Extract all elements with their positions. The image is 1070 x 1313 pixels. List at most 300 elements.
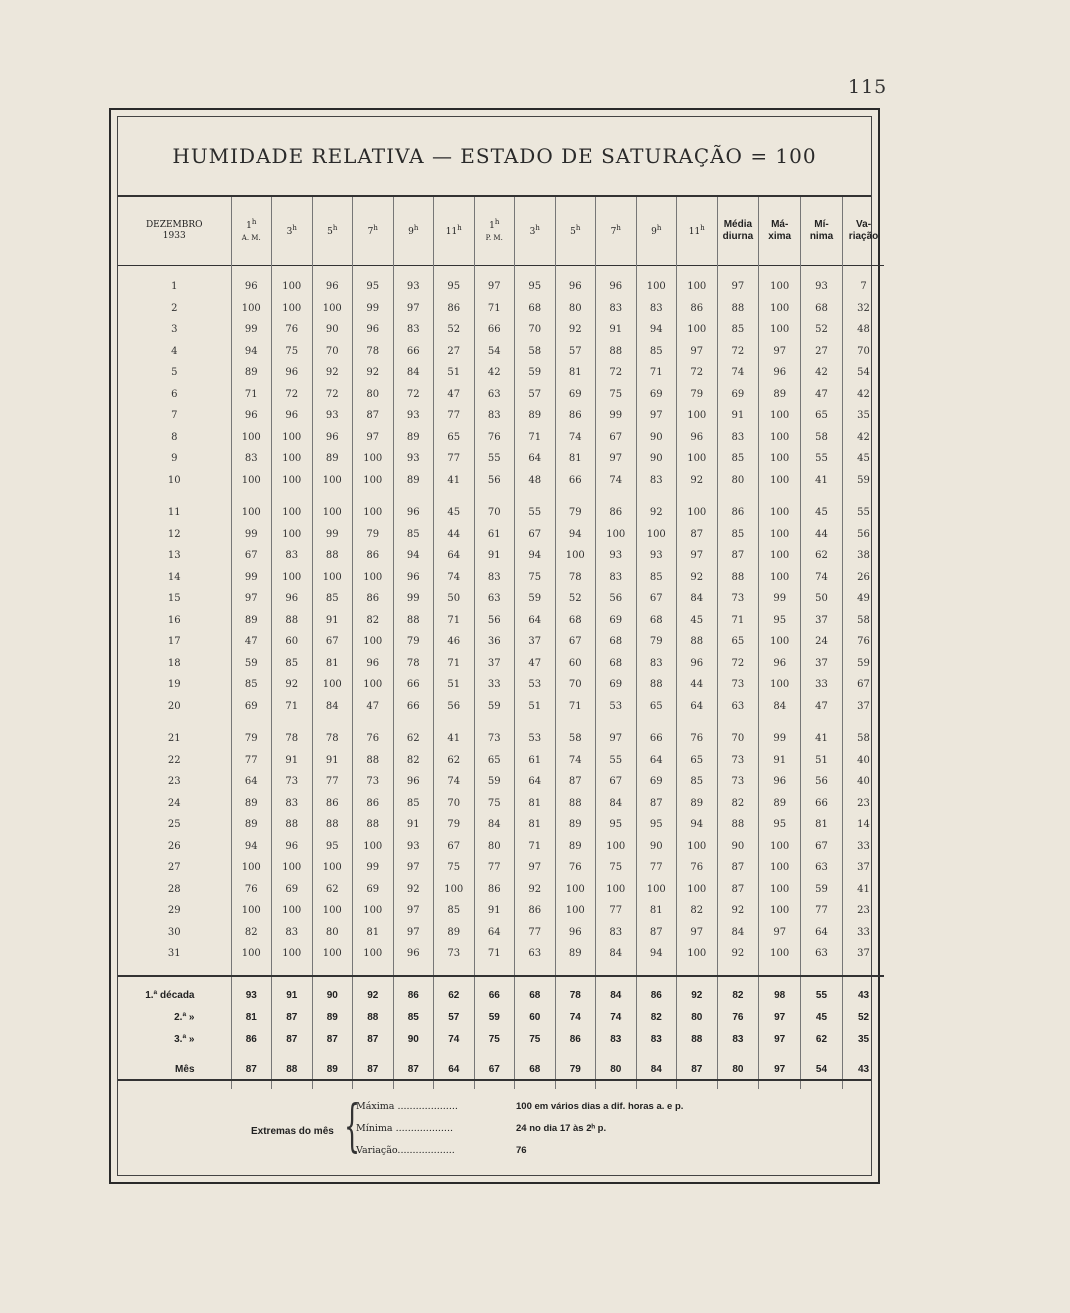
summary-value: 52: [842, 1007, 884, 1029]
humidity-value: 23: [842, 900, 884, 922]
humidity-value: 96: [677, 427, 718, 449]
humidity-value: 64: [515, 448, 556, 470]
humidity-value: 37: [515, 631, 556, 653]
humidity-value: 81: [555, 448, 596, 470]
day-number: 6: [171, 388, 178, 400]
humidity-value: 83: [272, 793, 313, 815]
humidity-value: 86: [717, 491, 759, 524]
humidity-value: 56: [474, 610, 515, 632]
humidity-value: 72: [717, 341, 759, 363]
humidity-value: 53: [515, 717, 556, 750]
brace-icon: {: [344, 1094, 361, 1159]
humidity-value: 42: [801, 362, 843, 384]
stat-header: [759, 197, 801, 266]
humidity-value: 68: [596, 653, 637, 675]
summary-value: 87: [312, 1029, 353, 1051]
humidity-value: 96: [393, 567, 434, 589]
humidity-value: 93: [636, 545, 677, 567]
summary-value: 55: [801, 976, 843, 1007]
humidity-value: 92: [312, 362, 353, 384]
humidity-value: 73: [434, 943, 475, 976]
day-number: 16: [167, 614, 181, 626]
humidity-value: 100: [272, 491, 313, 524]
humidity-value: 100: [353, 491, 394, 524]
humidity-value: 100: [555, 879, 596, 901]
humidity-value: 84: [596, 943, 637, 976]
summary-value: 89: [312, 1051, 353, 1089]
table-row: [118, 793, 884, 815]
table-inner-frame: [117, 116, 879, 1176]
humidity-value: 41: [801, 717, 843, 750]
humidity-value: 81: [353, 922, 394, 944]
day-number: 12: [167, 528, 181, 540]
table-row: [118, 567, 884, 589]
humidity-value: 92: [717, 900, 759, 922]
humidity-value: 79: [555, 491, 596, 524]
day-number: 5: [171, 367, 178, 379]
humidity-value: 90: [717, 836, 759, 858]
humidity-value: 95: [434, 266, 475, 298]
table-row: [118, 922, 884, 944]
humidity-value: 41: [842, 879, 884, 901]
humidity-value: 56: [801, 771, 843, 793]
summary-value: 88: [272, 1051, 313, 1089]
humidity-value: 100: [759, 491, 801, 524]
summary-row: [118, 1007, 884, 1029]
humidity-value: 74: [555, 750, 596, 772]
month-label: DEZEMBRO: [145, 219, 203, 230]
humidity-value: 93: [596, 545, 637, 567]
humidity-value: 78: [272, 717, 313, 750]
humidity-value: 52: [801, 319, 843, 341]
humidity-value: 59: [801, 879, 843, 901]
humidity-value: 62: [801, 545, 843, 567]
humidity-value: 97: [717, 266, 759, 298]
humidity-value: 55: [515, 491, 556, 524]
humidity-value: 81: [801, 814, 843, 836]
humidity-value: 81: [515, 793, 556, 815]
stat-label-line1: Va-: [856, 218, 872, 230]
summary-value: 97: [759, 1029, 801, 1051]
humidity-value: 40: [842, 750, 884, 772]
hour-label: 3: [529, 226, 536, 237]
hour-header: [353, 197, 394, 266]
summary-value: 98: [759, 976, 801, 1007]
humidity-value: 79: [636, 631, 677, 653]
summary-value: 75: [474, 1029, 515, 1051]
humidity-value: 94: [555, 524, 596, 546]
humidity-value: 100: [759, 319, 801, 341]
humidity-value: 86: [555, 405, 596, 427]
humidity-value: 93: [801, 266, 843, 298]
table-row: [118, 717, 884, 750]
humidity-value: 67: [515, 524, 556, 546]
humidity-value: 92: [717, 943, 759, 976]
humidity-value: 85: [393, 793, 434, 815]
humidity-value: 71: [231, 384, 272, 406]
table-row: [118, 814, 884, 836]
period-label: A. M.: [241, 233, 261, 242]
humidity-value: 97: [677, 922, 718, 944]
humidity-value: 69: [555, 384, 596, 406]
table-frame: [109, 108, 880, 1184]
humidity-value: 78: [353, 341, 394, 363]
summary-value: 84: [636, 1051, 677, 1089]
table-row: [118, 298, 884, 320]
humidity-value: 45: [434, 491, 475, 524]
humidity-value: 64: [636, 750, 677, 772]
hour-label: 9: [651, 226, 657, 237]
humidity-value: 63: [515, 943, 556, 976]
humidity-value: 64: [474, 922, 515, 944]
humidity-value: 67: [555, 631, 596, 653]
humidity-value: 79: [434, 814, 475, 836]
humidity-value: 70: [515, 319, 556, 341]
table-row: [118, 362, 884, 384]
humidity-value: 88: [717, 567, 759, 589]
humidity-value: 59: [842, 470, 884, 492]
humidity-value: 96: [555, 922, 596, 944]
summary-value: 86: [636, 976, 677, 1007]
humidity-value: 77: [596, 900, 637, 922]
extreme-key: Variação...................: [356, 1145, 455, 1156]
humidity-value: 100: [272, 470, 313, 492]
day-number: 8: [171, 431, 178, 443]
humidity-value: 100: [759, 405, 801, 427]
humidity-value: 87: [717, 857, 759, 879]
humidity-value: 81: [555, 362, 596, 384]
humidity-value: 100: [312, 470, 353, 492]
humidity-value: 51: [434, 674, 475, 696]
humidity-value: 45: [842, 448, 884, 470]
day-number: 13: [167, 550, 181, 562]
humidity-value: 80: [474, 836, 515, 858]
summary-value: 78: [555, 976, 596, 1007]
humidity-value: 97: [393, 298, 434, 320]
summary-value: 57: [434, 1007, 475, 1029]
humidity-value: 54: [842, 362, 884, 384]
humidity-value: 65: [636, 696, 677, 718]
hour-suffix: h: [332, 223, 338, 232]
hour-suffix: h: [251, 218, 257, 227]
humidity-value: 48: [515, 470, 556, 492]
humidity-value: 71: [555, 696, 596, 718]
humidity-value: 67: [434, 836, 475, 858]
humidity-value: 79: [393, 631, 434, 653]
humidity-value: 90: [636, 836, 677, 858]
humidity-value: 96: [555, 266, 596, 298]
humidity-value: 88: [272, 610, 313, 632]
hour-header: [272, 197, 313, 266]
humidity-value: 67: [636, 588, 677, 610]
stat-label-line2: xima: [768, 231, 792, 242]
humidity-value: 73: [717, 750, 759, 772]
humidity-value: 83: [717, 427, 759, 449]
summary-value: 85: [393, 1007, 434, 1029]
humidity-value: 79: [677, 384, 718, 406]
humidity-value: 76: [272, 319, 313, 341]
humidity-value: 47: [434, 384, 475, 406]
humidity-value: 100: [759, 266, 801, 298]
humidity-value: 89: [231, 814, 272, 836]
humidity-value: 89: [434, 922, 475, 944]
humidity-value: 89: [555, 836, 596, 858]
summary-value: 76: [717, 1007, 759, 1029]
humidity-value: 77: [636, 857, 677, 879]
humidity-value: 66: [474, 319, 515, 341]
humidity-value: 100: [677, 448, 718, 470]
stat-header: [842, 197, 884, 266]
table-row: [118, 836, 884, 858]
humidity-value: 86: [677, 298, 718, 320]
humidity-value: 82: [677, 900, 718, 922]
humidity-value: 59: [515, 362, 556, 384]
summary-value: 45: [801, 1007, 843, 1029]
humidity-value: 88: [636, 674, 677, 696]
table-row: [118, 341, 884, 363]
summary-value: 87: [272, 1007, 313, 1029]
humidity-value: 99: [759, 717, 801, 750]
humidity-value: 92: [677, 470, 718, 492]
humidity-value: 89: [759, 793, 801, 815]
humidity-value: 42: [842, 427, 884, 449]
table-row: [118, 879, 884, 901]
humidity-value: 69: [636, 384, 677, 406]
humidity-value: 86: [353, 545, 394, 567]
humidity-value: 91: [474, 900, 515, 922]
summary-value: 80: [596, 1051, 637, 1089]
humidity-value: 97: [759, 341, 801, 363]
humidity-value: 64: [801, 922, 843, 944]
humidity-value: 58: [515, 341, 556, 363]
day-number: 1: [171, 281, 178, 293]
humidity-value: 76: [677, 857, 718, 879]
humidity-value: 88: [353, 750, 394, 772]
daily-values: [118, 266, 884, 976]
summary-value: 54: [801, 1051, 843, 1089]
summary-value: 93: [231, 976, 272, 1007]
humidity-value: 100: [353, 943, 394, 976]
humidity-value: 35: [842, 405, 884, 427]
humidity-value: 56: [842, 524, 884, 546]
day-number: 2: [171, 302, 178, 314]
humidity-value: 90: [636, 448, 677, 470]
humidity-value: 83: [474, 405, 515, 427]
humidity-value: 87: [555, 771, 596, 793]
humidity-value: 71: [474, 943, 515, 976]
humidity-value: 72: [677, 362, 718, 384]
humidity-value: 85: [636, 567, 677, 589]
hour-suffix: h: [700, 223, 705, 232]
humidity-value: 100: [677, 879, 718, 901]
hour-suffix: h: [494, 218, 500, 227]
humidity-value: 97: [596, 717, 637, 750]
humidity-value: 75: [474, 793, 515, 815]
humidity-value: 86: [353, 793, 394, 815]
summary-value: 82: [636, 1007, 677, 1029]
summary-value: 60: [515, 1007, 556, 1029]
humidity-value: 69: [636, 771, 677, 793]
extreme-row: [356, 1145, 756, 1156]
humidity-value: 74: [434, 771, 475, 793]
humidity-value: 100: [555, 900, 596, 922]
humidity-value: 71: [434, 653, 475, 675]
humidity-value: 89: [393, 470, 434, 492]
day-number: 26: [167, 840, 181, 852]
humidity-value: 77: [312, 771, 353, 793]
humidity-value: 67: [842, 674, 884, 696]
humidity-value: 95: [759, 610, 801, 632]
humidity-value: 74: [717, 362, 759, 384]
humidity-value: 73: [474, 717, 515, 750]
summary-value: 81: [231, 1007, 272, 1029]
extreme-value: 24 no dia 17 às 2ʰ p.: [516, 1123, 607, 1134]
humidity-value: 50: [801, 588, 843, 610]
hour-header: [555, 197, 596, 266]
hour-header: [596, 197, 637, 266]
humidity-value: 100: [596, 836, 637, 858]
humidity-value: 99: [759, 588, 801, 610]
day-number: 24: [167, 797, 181, 809]
humidity-value: 47: [353, 696, 394, 718]
humidity-value: 73: [717, 674, 759, 696]
humidity-value: 88: [677, 631, 718, 653]
humidity-value: 100: [353, 836, 394, 858]
summary-value: 80: [717, 1051, 759, 1089]
humidity-value: 32: [842, 298, 884, 320]
day-number: 30: [167, 926, 181, 938]
hour-header: [434, 197, 475, 266]
humidity-value: 59: [474, 696, 515, 718]
humidity-value: 59: [231, 653, 272, 675]
humidity-value: 100: [353, 470, 394, 492]
humidity-value: 84: [717, 922, 759, 944]
humidity-value: 52: [434, 319, 475, 341]
humidity-value: 71: [717, 610, 759, 632]
humidity-value: 84: [759, 696, 801, 718]
summary-label: 1.ª década: [118, 976, 231, 1007]
humidity-value: 75: [596, 857, 637, 879]
day-number: 14: [167, 571, 181, 583]
humidity-value: 99: [231, 567, 272, 589]
day-number: 9: [171, 453, 178, 465]
humidity-value: 88: [353, 814, 394, 836]
humidity-value: 96: [393, 771, 434, 793]
humidity-value: 96: [759, 362, 801, 384]
humidity-value: 100: [759, 448, 801, 470]
humidity-value: 100: [272, 298, 313, 320]
summary-value: 79: [555, 1051, 596, 1089]
humidity-value: 69: [596, 610, 637, 632]
humidity-value: 83: [636, 653, 677, 675]
extremes-label: Extremas do mês: [251, 1126, 334, 1137]
humidity-value: 100: [231, 857, 272, 879]
period-label: P. M.: [485, 233, 503, 242]
humidity-value: 99: [393, 588, 434, 610]
summary-value: 82: [717, 976, 759, 1007]
humidity-value: 97: [231, 588, 272, 610]
humidity-value: 89: [515, 405, 556, 427]
humidity-value: 95: [596, 814, 637, 836]
humidity-value: 82: [393, 750, 434, 772]
table-row: [118, 610, 884, 632]
humidity-value: 68: [555, 610, 596, 632]
humidity-value: 47: [801, 384, 843, 406]
humidity-value: 97: [677, 341, 718, 363]
humidity-value: 92: [353, 362, 394, 384]
humidity-value: 37: [801, 653, 843, 675]
humidity-value: 70: [555, 674, 596, 696]
summary-value: 89: [312, 1007, 353, 1029]
humidity-value: 83: [393, 319, 434, 341]
summary-value: 87: [393, 1051, 434, 1089]
humidity-value: 27: [801, 341, 843, 363]
hour-header: [515, 197, 556, 266]
humidity-value: 41: [434, 717, 475, 750]
humidity-value: 100: [759, 857, 801, 879]
summary-value: 74: [434, 1029, 475, 1051]
humidity-value: 97: [515, 857, 556, 879]
humidity-value: 63: [801, 857, 843, 879]
hour-label: 7: [610, 226, 617, 237]
humidity-value: 85: [717, 524, 759, 546]
humidity-value: 99: [231, 524, 272, 546]
day-number: 23: [167, 776, 181, 788]
humidity-value: 94: [636, 943, 677, 976]
humidity-value: 63: [474, 588, 515, 610]
humidity-value: 40: [842, 771, 884, 793]
humidity-value: 100: [759, 879, 801, 901]
humidity-value: 61: [515, 750, 556, 772]
humidity-value: 96: [353, 319, 394, 341]
summary-value: 92: [677, 976, 718, 1007]
humidity-value: 83: [272, 922, 313, 944]
humidity-value: 51: [801, 750, 843, 772]
humidity-value: 58: [555, 717, 596, 750]
humidity-value: 100: [272, 524, 313, 546]
humidity-value: 89: [393, 427, 434, 449]
humidity-value: 71: [636, 362, 677, 384]
humidity-value: 73: [717, 588, 759, 610]
table-row: [118, 427, 884, 449]
humidity-value: 85: [231, 674, 272, 696]
summary-value: 88: [353, 1007, 394, 1029]
humidity-value: 84: [596, 793, 637, 815]
humidity-value: 91: [717, 405, 759, 427]
humidity-value: 74: [801, 567, 843, 589]
humidity-value: 89: [231, 362, 272, 384]
humidity-value: 65: [434, 427, 475, 449]
humidity-value: 96: [596, 266, 637, 298]
humidity-value: 100: [231, 298, 272, 320]
humidity-value: 78: [312, 717, 353, 750]
hour-label: 9: [408, 226, 414, 237]
humidity-value: 97: [353, 427, 394, 449]
hour-header: [393, 197, 434, 266]
humidity-value: 42: [842, 384, 884, 406]
humidity-value: 76: [353, 717, 394, 750]
summary-value: 68: [515, 1051, 556, 1089]
humidity-value: 100: [353, 448, 394, 470]
page-number: 115: [848, 76, 888, 98]
humidity-value: 83: [474, 567, 515, 589]
stat-label-line2: nima: [809, 231, 834, 242]
humidity-value: 100: [759, 524, 801, 546]
humidity-value: 86: [596, 491, 637, 524]
humidity-value: 96: [759, 771, 801, 793]
summary-value: 83: [596, 1029, 637, 1051]
humidity-value: 79: [353, 524, 394, 546]
